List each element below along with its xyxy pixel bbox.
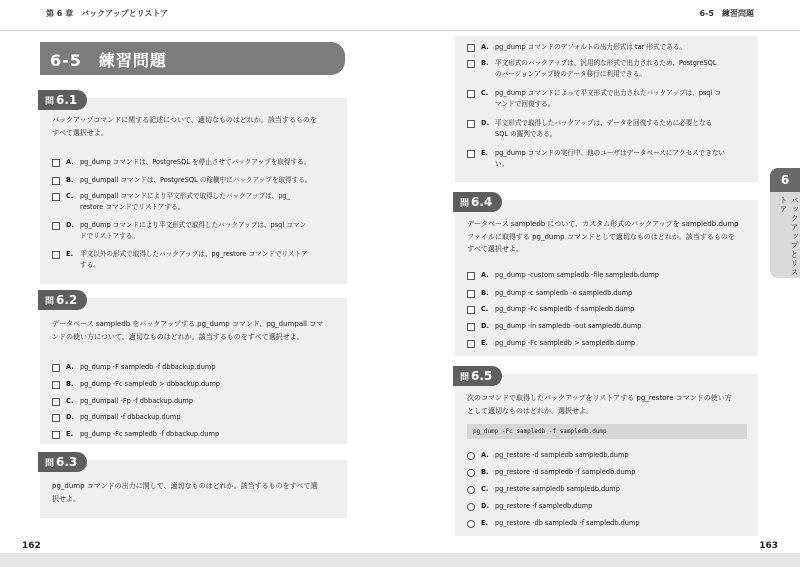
option-text: pg_dump -c sampledb -o sampledb.dump (495, 289, 633, 297)
option-label: B. (481, 468, 489, 476)
option-text: pg_restore -d sampledb sampledb.dump (495, 451, 629, 459)
option-text: pg_dump -Fc sampledb -f sampledb.dump (495, 305, 635, 313)
section-title-banner (40, 42, 345, 75)
running-header (0, 0, 800, 31)
option-label: B. (481, 59, 489, 67)
bottom-band (0, 553, 800, 567)
chapter-side-tab (770, 168, 800, 278)
option-label: D. (66, 221, 74, 229)
option-text: pg_dumpall -Fp -f dbbackup.dump (80, 397, 193, 405)
option-text: pg_dump -Fc sampledb > dbbackup.dump (80, 380, 220, 388)
option-label: E. (66, 250, 74, 258)
option-text: pg_dump -Fc sampledb > sampledb.dump (495, 339, 636, 347)
option-text: pg_dump -custom sampledb -file sampledb.dump (495, 271, 659, 279)
option-label: B. (481, 289, 489, 297)
question-text: データベース sampledb をバックアップする pg_dump コマンド、pg_dumpall コマ ンドの使い方について、適切なものはどれか。該当するものをすべて選択せよ。 (52, 320, 324, 341)
question-6-3-continued-box (455, 36, 758, 182)
option-label: D. (66, 413, 74, 421)
radio-button[interactable] (467, 520, 475, 528)
question-6-1-box (40, 93, 347, 284)
question-tag: 問 6.5 (453, 366, 502, 386)
question-6-2-box (40, 293, 347, 444)
option-text: pg_dumpall コマンドは、PostgreSQL の稼働中にバックアップを取得する。 (80, 176, 312, 184)
option-text: pg_dump -in sampledb -out sampledb.dump (495, 322, 642, 330)
checkbox[interactable] (52, 431, 60, 439)
option-text: pg_dump コマンドは、PostgreSQL を停止させてバックアップを取得する。 (80, 158, 311, 166)
option-label: E. (481, 519, 489, 527)
option-label: C. (481, 89, 489, 97)
question-6-4-box (455, 195, 758, 356)
radio-button[interactable] (467, 469, 475, 477)
checkbox[interactable] (52, 414, 60, 422)
checkbox[interactable] (52, 364, 60, 372)
checkbox[interactable] (467, 120, 475, 128)
option-label: D. (481, 322, 489, 330)
checkbox[interactable] (52, 159, 60, 167)
question-text: 次のコマンドで取得したバックアップをリストアする pg_restore コマンドの使い方 として適切なものはどれか。選択せよ。 (467, 394, 732, 415)
option-label: E. (481, 339, 489, 347)
option-label: D. (481, 119, 489, 127)
question-tag: 問 6.1 (38, 90, 87, 110)
question-text: データベース sampledb について、カスタム形式のバックアップを sampledb.dump ファイルに取得する pg_dump コマンドとして適切なものはどれか。該当するものを すべて選択せよ。 (467, 220, 739, 253)
checkbox[interactable] (52, 193, 60, 201)
option-text: pg_dump コマンドのデフォルトの出力形式は tar 形式である。 (495, 43, 686, 51)
checkbox[interactable] (467, 323, 475, 331)
option-label: D. (481, 502, 489, 510)
option-label: C. (66, 397, 74, 405)
option-text: 平文形式のバックアップは、汎用的な形式で出力されるため、PostgreSQL のバージョンアップ時のデータ移行に利用できる。 (495, 59, 717, 78)
option-text: 平文形式で取得したバックアップは、データを回復するために必要となる SQL の羅列である。 (495, 119, 713, 138)
checkbox[interactable] (52, 381, 60, 389)
checkbox[interactable] (467, 290, 475, 298)
checkbox[interactable] (467, 340, 475, 348)
option-label: C. (481, 305, 489, 313)
question-tag: 問 6.4 (453, 192, 502, 212)
radio-button[interactable] (467, 452, 475, 460)
question-text: バックアップコマンドに関する記述について、適切なものはどれか。該当するものを すべて選択せよ。 (52, 116, 317, 137)
option-label: B. (66, 176, 74, 184)
option-text: pg_dumpall コマンドにより平文形式で取得したバックアップは、pg_ restore コマンドでリストアする。 (80, 192, 290, 211)
option-label: E. (66, 430, 74, 438)
chapter-tab-label: バックアップとリストア (779, 196, 799, 277)
page-number-right: 163 (759, 541, 778, 551)
question-tag: 問 6.2 (38, 290, 87, 310)
option-text: pg_restore sampledb sampledb.dump (495, 485, 620, 493)
option-label: C. (481, 485, 489, 493)
option-label: B. (66, 380, 74, 388)
checkbox[interactable] (52, 398, 60, 406)
option-label: C. (66, 192, 74, 200)
checkbox[interactable] (467, 306, 475, 314)
option-label: A. (66, 363, 74, 371)
question-6-3-box (40, 455, 347, 518)
checkbox[interactable] (52, 177, 60, 185)
option-label: A. (481, 271, 489, 279)
page-number-left: 162 (22, 541, 41, 551)
section-header: 6-5 練習問題 (699, 9, 754, 18)
option-text: pg_restore -d sampledb -f sampledb.dump (495, 468, 636, 476)
checkbox[interactable] (52, 251, 60, 259)
question-text: pg_dump コマンドの出力に関して、適切なものはどれか。該当するものをすべて選 択せよ。 (52, 482, 318, 503)
radio-button[interactable] (467, 503, 475, 511)
question-6-5-box (455, 369, 758, 536)
checkbox[interactable] (467, 272, 475, 280)
chapter-number: 6 (770, 168, 800, 192)
option-text: pg_dump -Fc sampledb -f dbbackup.dump (80, 430, 220, 438)
option-text: pg_dump コマンドの実行中、他のユーザはデータベースにアクセスできない い。 (495, 149, 726, 168)
code-sample: pg_dump -Fc sampledb -f sampledb.dump (467, 424, 747, 439)
checkbox[interactable] (467, 44, 475, 52)
checkbox[interactable] (467, 150, 475, 158)
section-title: 6-5 練習問題 (50, 51, 167, 70)
checkbox[interactable] (467, 60, 475, 68)
option-text: pg_dump コマンドにより平文形式で取得したバックアップは、psql コマン ドでリストアする。 (80, 221, 307, 240)
option-label: E. (481, 149, 489, 157)
option-text: pg_dumpall -f dbbackup.dump (80, 413, 181, 421)
chapter-header: 第 6 章 バックアップとリストア (46, 9, 169, 18)
option-text: 平文以外の形式で取得したバックアップは、pg_restore コマンドでリストア する。 (80, 250, 308, 269)
checkbox[interactable] (52, 222, 60, 230)
option-label: A. (481, 451, 489, 459)
option-text: pg_dump -F sampledb -f dbbackup.dump (80, 363, 216, 371)
option-text: pg_restore -f sampledb.dump (495, 502, 593, 510)
radio-button[interactable] (467, 486, 475, 494)
question-tag: 問 6.3 (38, 452, 87, 472)
option-text: pg_restore -db sampledb -f sampledb.dump (495, 519, 640, 527)
checkbox[interactable] (467, 90, 475, 98)
option-label: A. (481, 43, 489, 51)
option-text: pg_dump コマンドによって平文形式で出力されたバックアップは、psql コ マンドで回復する。 (495, 89, 722, 108)
option-label: A. (66, 158, 74, 166)
